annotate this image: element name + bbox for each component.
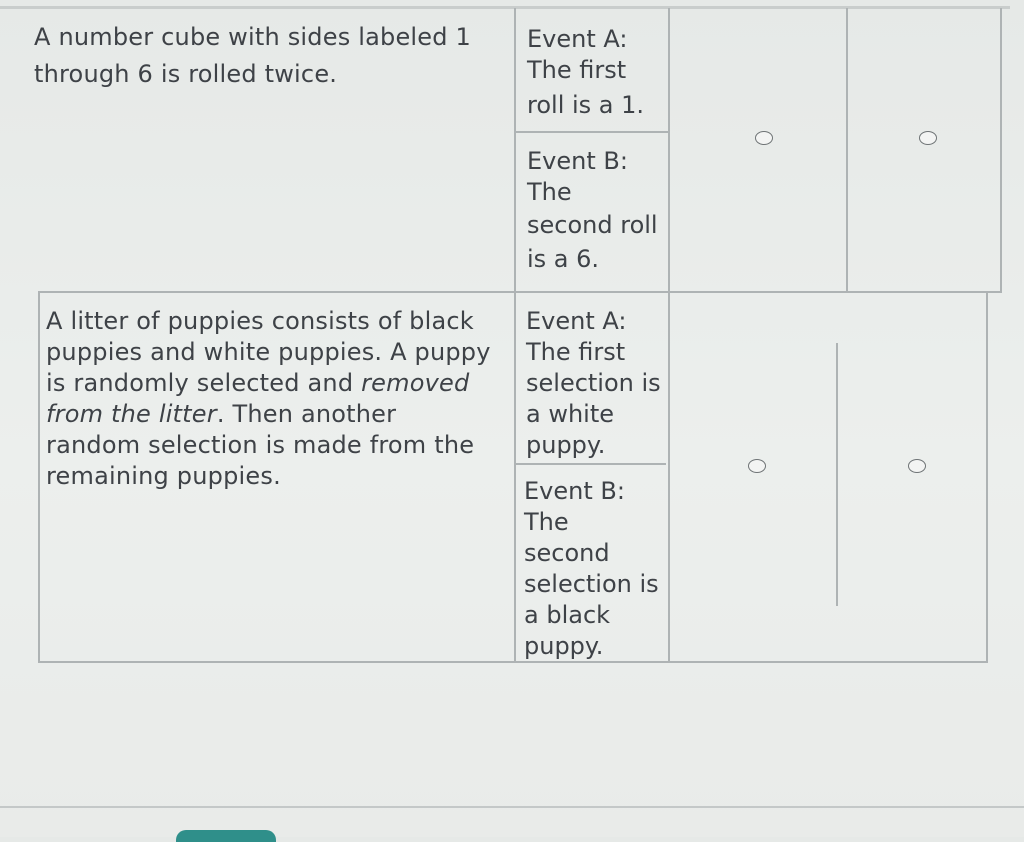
scenario-line: puppies and white puppies. A puppy [46,338,491,366]
event-a-line: The first [527,56,627,84]
table-rule-row-1 [40,291,1000,293]
scenario-line: through 6 is rolled twice. [34,60,338,88]
scenario-text [34,22,471,90]
event-a-line: selection is [526,369,661,397]
event-a-label: Event A: [527,25,628,53]
table-rule-right [1000,8,1002,293]
event-b-cell [524,476,659,662]
event-a-line: roll is a 1. [527,91,645,119]
table-rule-answer-column-2b [836,343,838,606]
event-a-cell [526,306,661,461]
event-a-line: puppy. [526,431,606,459]
answer-radio-dependent-row-1[interactable] [919,131,937,145]
table-rule-bottom [40,661,986,663]
table-rule-right-lower [986,291,988,663]
event-b-line: The [524,508,569,536]
scenario-line: random selection is made from the [46,431,475,459]
scenario-line-emphasis: removed [361,369,470,397]
table-rule-event-column [514,8,516,663]
scenario-line-emphasis: from the litter [46,400,217,428]
table-rule-event-split-2 [516,463,666,465]
top-divider [0,6,1010,9]
table-rule-answer-column-2a [846,8,848,292]
answer-radio-dependent-row-2[interactable] [908,459,926,473]
event-a-line: The first [526,338,626,366]
event-a-label: Event A: [526,307,627,335]
scenario-line [46,399,491,430]
event-b-line: is a 6. [527,245,600,273]
event-b-line: The [527,178,572,206]
event-a-cell [527,24,644,121]
answer-radio-independent-row-1[interactable] [755,131,773,145]
event-b-line: second [524,539,610,567]
event-b-line: selection is [524,570,659,598]
page-bottom-divider [0,806,1024,808]
scenario-line: A number cube with sides labeled 1 [34,23,471,51]
event-b-line: a black [524,601,611,629]
event-b-line: second roll [527,211,658,239]
table-rule-answer-column-1 [668,8,670,663]
scenario-line: A litter of puppies consists of black [46,307,474,335]
event-b-label: Event B: [527,147,628,175]
scenario-line [46,368,491,399]
scenario-line-part: is randomly selected and [46,369,362,397]
event-b-label: Event B: [524,477,625,505]
event-b-line: puppy. [524,632,604,660]
table-rule-left [38,291,40,663]
event-a-line: a white [526,400,615,428]
answer-radio-independent-row-2[interactable] [748,459,766,473]
table-rule-event-split-1 [516,131,670,133]
scenario-line-part: . Then another [216,400,397,428]
scenario-text [46,306,491,492]
scenario-line: remaining puppies. [46,462,281,490]
event-b-cell [527,146,658,275]
bottom-action-tab[interactable] [176,830,276,842]
